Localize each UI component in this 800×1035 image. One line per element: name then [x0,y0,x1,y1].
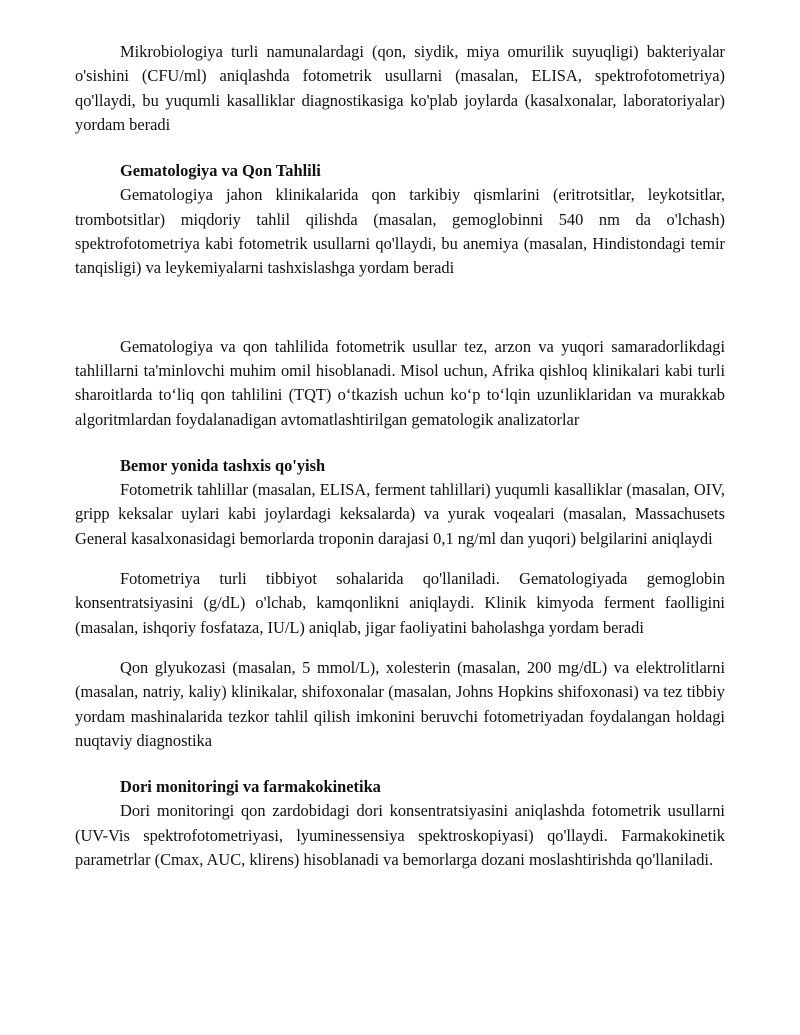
paragraph-point-of-care: Fotometrik tahlillar (masalan, ELISA, ferment tahlillari) yuqumli kasalliklar (masalan, OIV, gripp keksalar uylari kabi joylardagi keksalarda) va yurak voqealari (masalan, Massachusets General kasalxonasidagi bemorlarda troponin darajasi 0,1 ng/ml dan yuqori) belgilarini aniqlaydi [75,480,725,548]
paragraph-hematology-analysis: Gematologiya va qon tahlilida fotometrik usullar tez, arzon va yuqori samaradorlikdagi tahlillarni ta'minlovchi muhim omil hisoblanadi. Misol uchun, Afrika qishloq klinikalari kabi turli sharoitlarda to‘liq qon tahlilini (TQT) o‘tkazish uchun ko‘p to‘lqin uzunliklaridan va murakkab algoritmlardan foydalanadigan avtomatlashtirilgan gematologik analizatorlar [75,336,725,429]
paragraph-photometry-fields: Fotometriya turli tibbiyot sohalarida qo'llaniladi. Gematologiyada gemoglobin konsentratsiyasini (g/dL) o'lchab, kamqonlikni aniqlaydi. Klinik kimyoda ferment faolligini (masalan, ishqoriy fosfataza, IU/L) aniqlab, jigar faoliyatini baholashga yordam beradi [75,569,725,637]
heading-drug-monitoring: Dori monitoringi va farmakokinetika [120,777,381,797]
document-page [75,40,725,872]
paragraph-drug-monitoring: Dori monitoringi qon zardobidagi dori konsentratsiyasini aniqlashda fotometrik usullarni (UV-Vis spektrofotometriyasi, lyuminessensiya spektroskopiyasi) qo'llaydi. Farmakokinetik parametrlar (Cmax, AUC, klirens) hisoblanadi va bemorlarga dozani moslashtirishda qo'llaniladi. [75,801,725,870]
paragraph-glucose-diagnostics: Qon glyukozasi (masalan, 5 mmol/L), xolesterin (masalan, 200 mg/dL) va elektrolitlarni (masalan, natriy, kaliy) klinikalar, shifoxonalar (masalan, Johns Hopkins shifoxonasi) va tez tibbiy yordam mashinalarida tezkor tahlil qilish imkonini beruvchi fotometriyadan foydalangan holdagi nuqtaviy diagnostika [75,657,725,750]
heading-hematology: Gematologiya va Qon Tahlili [120,161,321,181]
paragraph-hematology-intro: Gematologiya jahon klinikalarida qon tarkibiy qismlarini (eritrotsitlar, leykotsitlar, trombotsitlar) miqdoriy tahlil qilishda (masalan, gemoglobinni 540 nm da o'lchash) spektrofotometriya kabi fotometrik usullarni qo'llaydi, bu anemiya (masalan, Hindistondagi temir tanqisligi) va leykemiyalarni tashxislashga yordam beradi [75,185,725,278]
heading-point-of-care: Bemor yonida tashxis qo'yish [120,455,326,475]
paragraph-microbiology: Mikrobiologiya turli namunalardagi (qon, siydik, miya omurilik suyuqligi) bakteriyalar o'sishini (CFU/ml) aniqlashda fotometrik usullarni (masalan, ELISA, spektrofotometriya) qo'llaydi, bu yuqumli kasalliklar diagnostikasiga ko'plab joylarda (kasalxonalar, laboratoriyalar) yordam beradi [75,42,725,134]
